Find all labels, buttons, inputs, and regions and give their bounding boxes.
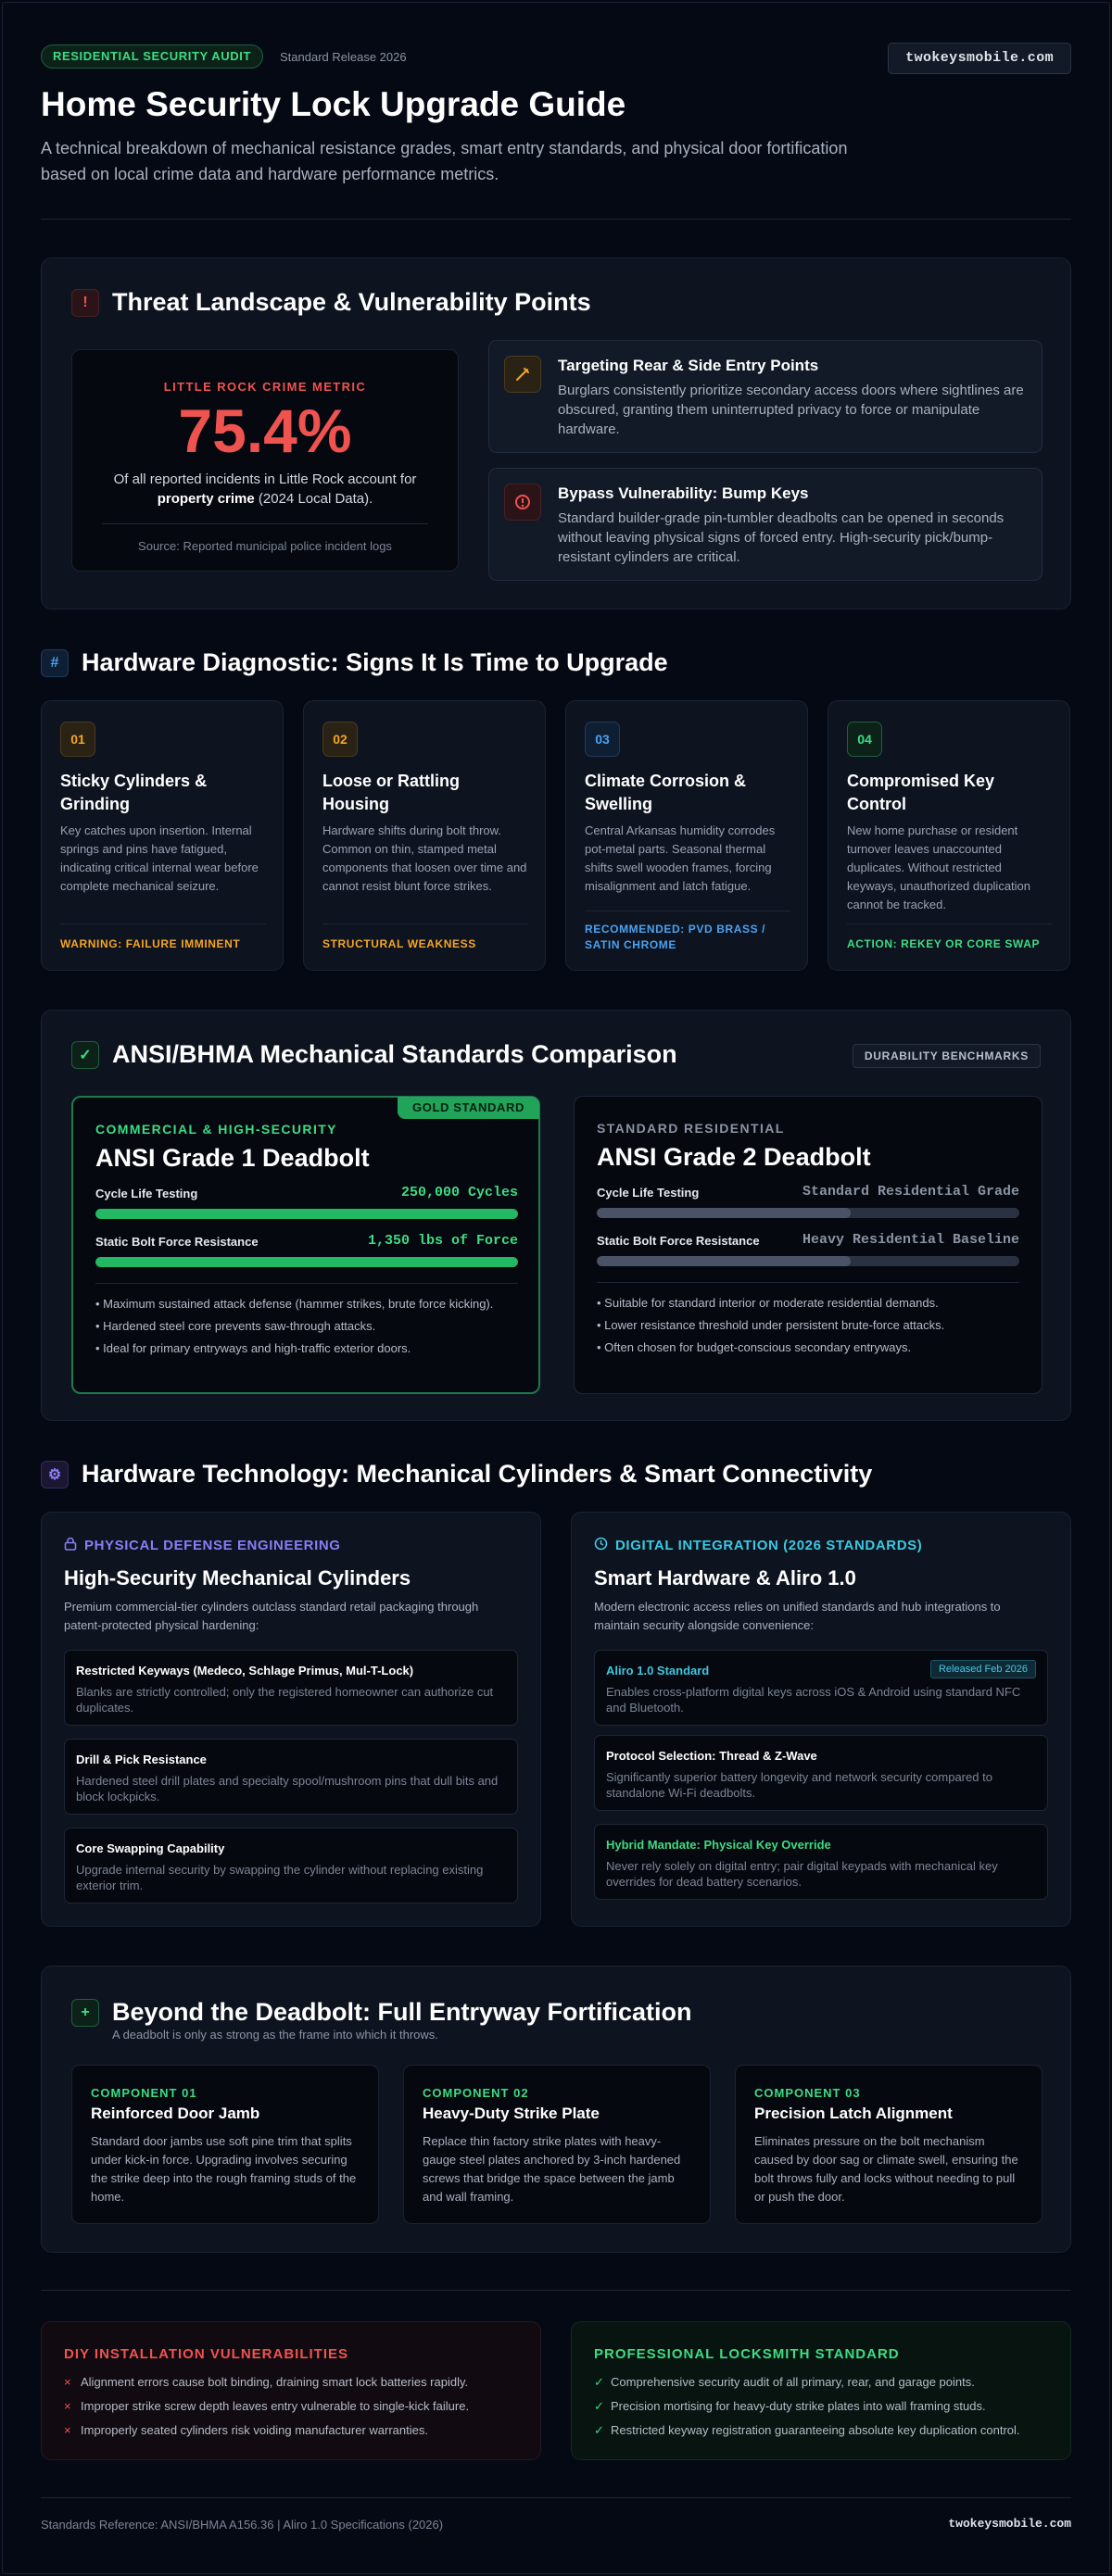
ansi-heading xyxy=(71,1040,677,1069)
audit-badge: RESIDENTIAL SECURITY AUDIT xyxy=(41,44,263,69)
diagnostic-status: RECOMMENDED: PVD BRASS / SATIN CHROME xyxy=(585,923,766,951)
diagnostic-status: ACTION: REKEY OR CORE SWAP xyxy=(847,937,1041,950)
check-icon: ✓ xyxy=(594,2375,604,2389)
fortification-title: Beyond the Deadbolt: Full Entryway Fortification xyxy=(112,1998,692,2026)
digital-item-title: Aliro 1.0 Standard xyxy=(606,1664,710,1678)
physical-item-body: Blanks are strictly controlled; only the registered homeowner can authorize cut duplicates. xyxy=(76,1685,494,1715)
diy-title: DIY INSTALLATION VULNERABILITIES xyxy=(64,2346,349,2362)
threat-card-title: Bypass Vulnerability: Bump Keys xyxy=(558,484,809,502)
component-card xyxy=(71,2065,379,2224)
threat-card-bump-keys xyxy=(488,468,1042,581)
diy-item-text: Improper strike screw depth leaves entry vulnerable to single-kick failure. xyxy=(81,2399,470,2413)
x-icon: × xyxy=(64,2375,71,2389)
threat-title: Threat Landscape & Vulnerability Points xyxy=(112,288,591,316)
digital-title: Smart Hardware & Aliro 1.0 xyxy=(594,1566,856,1590)
list-item: • Suitable for standard interior or moderate residential demands. xyxy=(597,1296,939,1310)
list-item xyxy=(594,2374,1020,2391)
cycle-life-bar-fill xyxy=(597,1208,851,1218)
component-kicker: COMPONENT 03 xyxy=(754,2086,861,2100)
crime-metric-card xyxy=(71,349,459,572)
physical-defense-card xyxy=(41,1512,541,1927)
list-item xyxy=(64,2422,469,2439)
hash-icon: # xyxy=(41,649,69,677)
page-title: Home Security Lock Upgrade Guide xyxy=(41,85,626,123)
metric-value: 75.4% xyxy=(178,396,352,465)
component-kicker: COMPONENT 01 xyxy=(91,2086,197,2100)
x-icon: × xyxy=(64,2423,71,2437)
clock-icon xyxy=(594,1537,608,1554)
digital-item xyxy=(594,1735,1048,1811)
pro-item-text: Comprehensive security audit of all primary, rear, and garage points. xyxy=(611,2375,975,2389)
list-item: • Maximum sustained attack defense (hammer strikes, brute force kicking). xyxy=(95,1297,494,1311)
list-item: • Lower resistance threshold under persistent brute-force attacks. xyxy=(597,1318,945,1332)
digital-item-body: Never rely solely on digital entry; pair digital keypads with mechanical key overrides for dead battery scenarios. xyxy=(606,1859,998,1889)
plus-icon: + xyxy=(71,1999,99,2027)
list-item xyxy=(594,2422,1020,2439)
physical-item-body: Upgrade internal security by swapping the cylinder without replacing existing exterior trim. xyxy=(76,1863,484,1892)
diagnostic-card xyxy=(303,700,546,971)
physical-item xyxy=(64,1828,518,1904)
list-item: • Hardened steel core prevents saw-through attacks. xyxy=(95,1319,376,1333)
page-subtitle: A technical breakdown of mechanical resistance grades, smart entry standards, and physical door fortification based on local crime data and hardware performance metrics. xyxy=(41,139,848,183)
digital-desc: Modern electronic access relies on unified standards and hub integrations to maintain security alongside convenience: xyxy=(594,1600,1001,1632)
grade2-bullets xyxy=(597,1295,1023,1362)
list-item: • Ideal for primary entryways and high-traffic exterior doors. xyxy=(95,1341,411,1355)
ansi-title: ANSI/BHMA Mechanical Standards Comparison xyxy=(112,1040,677,1068)
threat-card-body: Burglars consistently prioritize secondary access doors where sightlines are obscured, granting them uninterrupted privacy to force or manipulate hardware. xyxy=(558,383,1024,437)
metric-description xyxy=(72,470,458,509)
diagnostic-card-title: Loose or Rattling Housing xyxy=(322,772,460,813)
footer-reference: Standards Reference: ANSI/BHMA A156.36 | Aliro 1.0 Specifications (2026) xyxy=(41,2518,444,2532)
threat-card-title: Targeting Rear & Side Entry Points xyxy=(558,357,819,374)
diagnostic-card-body: New home purchase or resident turnover leaves unaccounted duplicates. Without restricted keyways, unauthorized duplication cannot be tracked. xyxy=(847,823,1031,911)
fortification-section xyxy=(41,1966,1071,2253)
bolt-force-value: Heavy Residential Baseline xyxy=(802,1232,1019,1248)
physical-item-title: Core Swapping Capability xyxy=(76,1841,225,1855)
grade2-card xyxy=(574,1096,1042,1394)
metric-divider xyxy=(102,523,428,524)
cycle-life-bar xyxy=(597,1208,1019,1218)
cycle-life-bar-fill xyxy=(95,1209,518,1219)
fortification-heading xyxy=(71,1998,692,2027)
diagnostic-number: 01 xyxy=(60,722,95,757)
threat-card-entry-points xyxy=(488,340,1042,453)
diagnostic-card xyxy=(565,700,808,971)
bolt-force-bar-fill xyxy=(95,1257,518,1267)
component-title: Precision Latch Alignment xyxy=(754,2105,953,2122)
cycle-life-value: 250,000 Cycles xyxy=(400,1185,518,1200)
warning-circle-icon xyxy=(504,484,541,521)
ansi-section xyxy=(41,1010,1071,1421)
header-divider xyxy=(41,219,1071,220)
diagnostic-card-title: Sticky Cylinders & Grinding xyxy=(60,772,208,813)
bolt-force-label: Static Bolt Force Resistance xyxy=(597,1234,760,1248)
diagnostic-card-body: Key catches upon insertion. Internal springs and pins have fatigued, indicating critical internal wear before complete mechanical seizure. xyxy=(60,823,259,893)
component-title: Reinforced Door Jamb xyxy=(91,2105,260,2122)
physical-item-body: Hardened steel drill plates and specialty spool/mushroom pins that dull bits and block lockpicks. xyxy=(76,1774,499,1803)
release-badge: Released Feb 2026 xyxy=(930,1660,1036,1678)
physical-item xyxy=(64,1650,518,1726)
component-card xyxy=(403,2065,711,2224)
diagnostic-card-title: Compromised Key Control xyxy=(847,772,995,813)
component-kicker: COMPONENT 02 xyxy=(423,2086,529,2100)
diagnostic-number: 02 xyxy=(322,722,358,757)
list-item xyxy=(594,2398,1020,2415)
diagnostic-status: STRUCTURAL WEAKNESS xyxy=(322,937,476,950)
footer-domain-link[interactable]: twokeysmobile.com xyxy=(948,2517,1071,2531)
pro-item-text: Precision mortising for heavy-duty strike plates into wall framing studs. xyxy=(611,2399,986,2413)
digital-item-title: Protocol Selection: Thread & Z-Wave xyxy=(606,1749,817,1763)
list-item xyxy=(64,2374,469,2391)
cycle-life-label: Cycle Life Testing xyxy=(597,1186,700,1200)
physical-item-title: Drill & Pick Resistance xyxy=(76,1753,207,1766)
lockpick-icon xyxy=(504,356,541,393)
bolt-force-label: Static Bolt Force Resistance xyxy=(95,1235,259,1249)
diagnostic-card-title: Climate Corrosion & Swelling xyxy=(585,772,747,813)
threat-heading xyxy=(71,288,591,317)
physical-kicker-label: PHYSICAL DEFENSE ENGINEERING xyxy=(84,1538,341,1553)
metric-desc-bold: property crime xyxy=(157,491,255,507)
pro-item-text: Restricted keyway registration guaranteeing absolute key duplication control. xyxy=(611,2423,1020,2437)
tech-heading xyxy=(41,1460,872,1489)
benchmark-badge: DURABILITY BENCHMARKS xyxy=(853,1044,1041,1068)
x-icon: × xyxy=(64,2399,71,2413)
component-body: Eliminates pressure on the bolt mechanism caused by door sag or climate swell, ensuring the bolt throws fully and locks without needing to pull or push the door. xyxy=(754,2134,1018,2204)
list-item xyxy=(64,2398,469,2415)
grade2-divider xyxy=(597,1282,1019,1283)
lock-icon xyxy=(64,1537,77,1554)
pro-title: PROFESSIONAL LOCKSMITH STANDARD xyxy=(594,2346,900,2362)
component-title: Heavy-Duty Strike Plate xyxy=(423,2105,600,2122)
tech-title: Hardware Technology: Mechanical Cylinders & Smart Connectivity xyxy=(82,1460,873,1488)
digital-integration-card xyxy=(571,1512,1071,1927)
diy-list xyxy=(64,2374,469,2446)
physical-item-title: Restricted Keyways (Medeco, Schlage Primus, Mul-T-Lock) xyxy=(76,1664,414,1678)
domain-link[interactable]: twokeysmobile.com xyxy=(888,43,1071,74)
physical-desc: Premium commercial-tier cylinders outclass standard retail packaging through patent-protected physical hardening: xyxy=(64,1600,479,1632)
grade2-kicker: STANDARD RESIDENTIAL xyxy=(597,1121,785,1136)
grade1-bullets xyxy=(95,1296,522,1363)
diagnostic-title: Hardware Diagnostic: Signs It Is Time to Upgrade xyxy=(82,648,668,676)
digital-item-body: Enables cross-platform digital keys across iOS & Android using standard NFC and Bluetooth. xyxy=(606,1685,1021,1715)
physical-item xyxy=(64,1739,518,1815)
cycle-life-label: Cycle Life Testing xyxy=(95,1187,198,1200)
diy-item-text: Alignment errors cause bolt binding, draining smart lock batteries rapidly. xyxy=(81,2375,469,2389)
grade1-card xyxy=(71,1096,540,1394)
cycle-life-bar xyxy=(95,1209,518,1219)
pro-list xyxy=(594,2374,1020,2446)
check-icon: ✓ xyxy=(594,2423,604,2437)
diagnostic-card-body: Hardware shifts during bolt throw. Common on thin, stamped metal components that loosen over time and cannot resist blunt force strikes. xyxy=(322,823,527,893)
diagnostic-number: 03 xyxy=(585,722,620,757)
diagnostic-grid xyxy=(41,700,1071,971)
threat-section xyxy=(41,258,1071,609)
metric-label: LITTLE ROCK CRIME METRIC xyxy=(163,380,367,394)
bolt-force-bar xyxy=(95,1257,518,1267)
grade1-title: ANSI Grade 1 Deadbolt xyxy=(95,1144,370,1172)
install-compare xyxy=(41,2321,1071,2460)
grade2-title: ANSI Grade 2 Deadbolt xyxy=(597,1143,871,1171)
diagnostic-status: WARNING: FAILURE IMMINENT xyxy=(60,937,241,950)
diy-card xyxy=(41,2321,541,2460)
metric-desc-suffix: (2024 Local Data). xyxy=(258,491,373,507)
digital-kicker xyxy=(594,1537,922,1554)
physical-title: High-Security Mechanical Cylinders xyxy=(64,1566,411,1590)
component-body: Standard door jambs use soft pine trim that splits under kick-in force. Upgrading involves securing the strike deep into the rough framing studs of the home. xyxy=(91,2134,357,2204)
digital-item-body: Significantly superior battery longevity and network security compared to standalone Wi-Fi deadbolts. xyxy=(606,1770,992,1800)
alert-icon: ! xyxy=(71,289,99,317)
fortification-subtitle: A deadbolt is only as strong as the frame into which it throws. xyxy=(112,2028,438,2042)
bolt-force-bar xyxy=(597,1256,1019,1266)
check-icon: ✓ xyxy=(71,1041,99,1069)
pro-card xyxy=(571,2321,1071,2460)
diagnostic-card-body: Central Arkansas humidity corrodes pot-metal parts. Seasonal thermal shifts swell wooden frames, forcing misalignment and latch fatigue. xyxy=(585,823,776,893)
diy-item-text: Improperly seated cylinders risk voiding manufacturer warranties. xyxy=(81,2423,428,2437)
diagnostic-card xyxy=(41,700,284,971)
check-icon: ✓ xyxy=(594,2399,604,2413)
metric-desc-prefix: Of all reported incidents in Little Rock account for xyxy=(113,471,417,487)
header-bar xyxy=(41,43,1071,76)
gear-icon: ⚙ xyxy=(41,1461,69,1489)
gold-standard-badge: GOLD STANDARD xyxy=(398,1097,539,1119)
diagnostic-number: 04 xyxy=(847,722,882,757)
component-body: Replace thin factory strike plates with heavy-gauge steel plates anchored by 3-inch hardened screws that bridge the space between the jamb and wall framing. xyxy=(423,2134,681,2204)
diagnostic-heading xyxy=(41,648,668,677)
release-label: Standard Release 2026 xyxy=(280,50,407,64)
diagnostic-card xyxy=(828,700,1070,971)
threat-card-body: Standard builder-grade pin-tumbler deadbolts can be opened in seconds without leaving physical signs of forced entry. High-security pick/bump-resistant cylinders are critical. xyxy=(558,510,1005,565)
tech-grid xyxy=(41,1512,1071,1927)
footer-divider xyxy=(41,2497,1071,2498)
physical-kicker xyxy=(64,1537,341,1554)
digital-kicker-label: DIGITAL INTEGRATION (2026 STANDARDS) xyxy=(615,1538,923,1553)
grade1-kicker: COMMERCIAL & HIGH-SECURITY xyxy=(95,1122,337,1137)
digital-item xyxy=(594,1824,1048,1900)
metric-source: Source: Reported municipal police incident logs xyxy=(138,539,392,553)
section-divider xyxy=(41,2290,1071,2291)
cycle-life-value: Standard Residential Grade xyxy=(802,1184,1019,1200)
digital-item xyxy=(594,1650,1048,1726)
grade1-divider xyxy=(95,1283,518,1284)
bolt-force-value: 1,350 lbs of Force xyxy=(367,1233,518,1249)
component-card xyxy=(735,2065,1042,2224)
digital-item-title: Hybrid Mandate: Physical Key Override xyxy=(606,1838,831,1852)
bolt-force-bar-fill xyxy=(597,1256,851,1266)
list-item: • Often chosen for budget-conscious secondary entryways. xyxy=(597,1340,912,1354)
